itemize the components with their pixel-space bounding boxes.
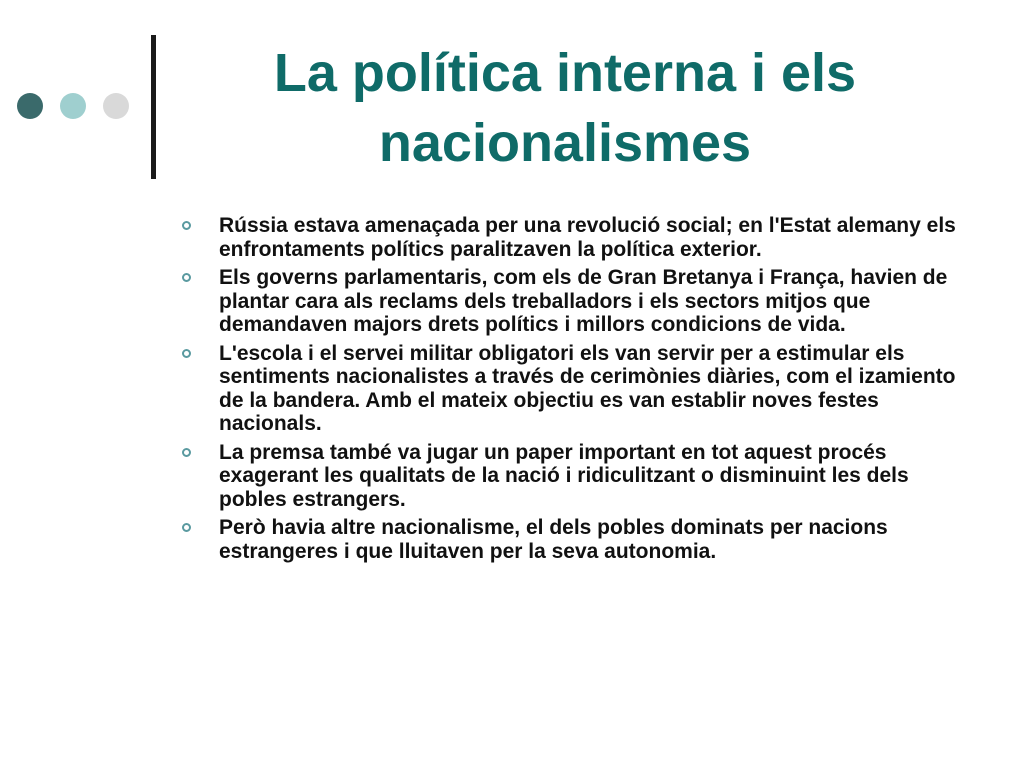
bullet-item (182, 441, 962, 512)
decor-dot-grey (103, 93, 129, 119)
bullet-ring-icon (182, 349, 191, 358)
bullet-list (182, 214, 962, 568)
bullet-text: L'escola i el servei militar obligatori els van servir per a estimular els sentiments nacionalistes a través de cerimònies diàries, com el izamiento de la bandera. Amb el mateix objectiu es van establir noves festes nacionals. (219, 341, 956, 435)
decor-dot-light (60, 93, 86, 119)
bullet-ring-icon (182, 273, 191, 282)
bullet-ring-icon (182, 448, 191, 457)
slide-title: La política interna i els nacionalismes (273, 43, 857, 173)
title-divider (151, 35, 156, 179)
bullet-text: La premsa també va jugar un paper important en tot aquest procés exagerant les qualitats de la nació i ridiculitzant o disminuint les dels pobles estrangers. (219, 440, 909, 511)
bullet-text: Rússia estava amenaçada per una revolució social; en l'Estat alemany els enfrontaments polítics paralitzaven la política exterior. (219, 214, 956, 261)
bullet-ring-icon (182, 523, 191, 532)
bullet-text: Els governs parlamentaris, com els de Gran Bretanya i França, havien de plantar cara als reclams dels treballadors i els sectors mitjos que demandaven majors drets polítics i millors condicions de vida. (219, 266, 948, 336)
bullet-item (182, 214, 962, 261)
bullet-item (182, 342, 962, 436)
bullet-text: Però havia altre nacionalisme, el dels pobles dominats per nacions estrangeres i que lluitaven per la seva autonomia. (219, 516, 888, 563)
bullet-ring-icon (182, 221, 191, 230)
bullet-item (182, 516, 962, 563)
decor-dot-dark (17, 93, 43, 119)
bullet-item (182, 266, 962, 337)
